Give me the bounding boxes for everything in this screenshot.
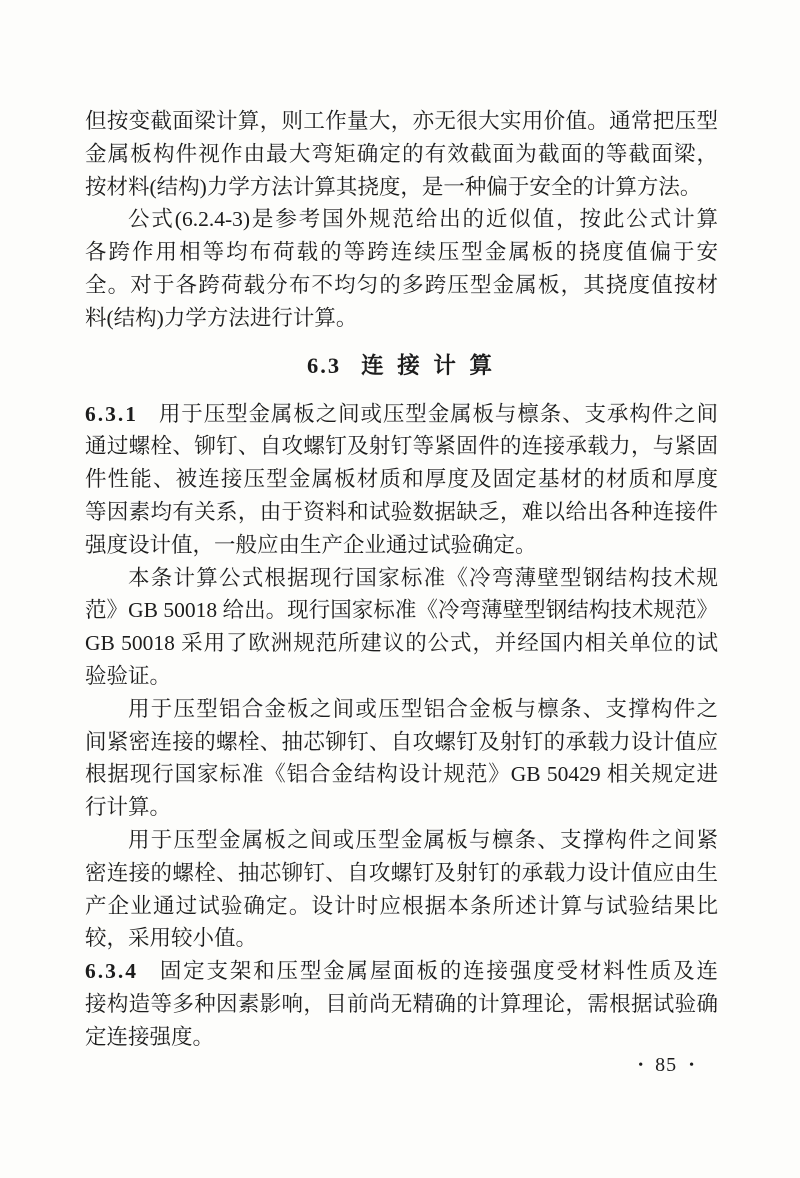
text-line: 料(结构)力学方法进行计算。 <box>85 305 358 330</box>
page-number-value: 85 <box>655 1054 678 1076</box>
text-line: 验验证。 <box>85 663 172 688</box>
page-number-right-dot: • <box>689 1058 694 1073</box>
paragraph-formula-6243 <box>85 203 718 334</box>
text-line: 密连接的螺栓、抽芯铆钉、自攻螺钉及射钉的承载力设计值应由生 <box>85 860 718 885</box>
text-line: 等因素均有关系，由于资料和试验数据缺乏，难以给出各种连接件 <box>85 499 718 524</box>
text-line: GB 50018 采用了欧洲规范所建议的公式，并经国内相关单位的试 <box>85 631 718 656</box>
text-line: 各跨作用相等均布荷载的等跨连续压型金属板的挠度值偏于安 <box>85 240 718 265</box>
text-line: 接构造等多种因素影响，目前尚无精确的计算理论，需根据试验确 <box>85 991 718 1016</box>
section-heading <box>85 349 718 383</box>
page-body-text <box>85 105 718 1054</box>
clause-number: 6.3.1 <box>85 401 138 426</box>
clause-first-line <box>85 955 718 988</box>
paragraph-fastener-test <box>85 824 718 955</box>
clause-6-3-1 <box>85 398 718 562</box>
text-line: 按材料(结构)力学方法计算其挠度，是一种偏于安全的计算方法。 <box>85 174 702 199</box>
clause-text: 用于压型金属板之间或压型金属板与檩条、支承构件之间 <box>158 401 718 426</box>
text-line: 行计算。 <box>85 795 172 820</box>
text-line: 本条计算公式根据现行国家标准《冷弯薄壁型钢结构技术规 <box>128 565 718 590</box>
text-line: 范》GB 50018 给出。现行国家标准《冷弯薄壁型钢结构技术规范》 <box>85 598 718 623</box>
clause-text: 固定支架和压型金属屋面板的连接强度受材料性质及连 <box>158 959 718 984</box>
clause-number: 6.3.4 <box>85 959 138 984</box>
text-line: 定连接强度。 <box>85 1024 215 1049</box>
text-line: 较，采用较小值。 <box>85 926 258 951</box>
clause-first-line <box>85 398 718 431</box>
page-number <box>638 1052 694 1079</box>
section-heading-number: 6.3 <box>306 352 342 378</box>
paragraph-gb50018 <box>85 562 718 693</box>
clause-6-3-4 <box>85 955 718 1053</box>
text-line: 全。对于各跨荷载分布不均匀的多跨压型金属板，其挠度值按材 <box>85 272 718 297</box>
paragraph-deflection-continuation <box>85 105 718 203</box>
text-line: 但按变截面梁计算，则工作量大，亦无很大实用价值。通常把压型 <box>85 109 718 133</box>
text-line: 强度设计值，一般应由生产企业通过试验确定。 <box>85 532 537 557</box>
text-line: 根据现行国家标准《铝合金结构设计规范》GB 50429 相关规定进 <box>85 762 718 787</box>
text-line: 产企业通过试验确定。设计时应根据本条所述计算与试验结果比 <box>85 893 718 918</box>
page-number-left-dot: • <box>638 1058 644 1073</box>
text-line: 通过螺栓、铆钉、自攻螺钉及射钉等紧固件的连接承载力，与紧固 <box>85 434 718 459</box>
text-line: 公式(6.2.4-3)是参考国外规范给出的近似值，按此公式计算 <box>128 207 718 232</box>
text-line: 用于压型金属板之间或压型金属板与檩条、支撑构件之间紧 <box>128 827 718 852</box>
text-line: 用于压型铝合金板之间或压型铝合金板与檩条、支撑构件之 <box>128 696 718 721</box>
text-line: 金属板构件视作由最大弯矩确定的有效截面为截面的等截面梁， <box>85 141 718 166</box>
section-heading-title: 连 接 计 算 <box>361 352 496 378</box>
paragraph-aluminium-panels <box>85 693 718 824</box>
text-line: 件性能、被连接压型金属板材质和厚度及固定基材的材质和厚度 <box>85 467 718 492</box>
text-line: 间紧密连接的螺栓、抽芯铆钉、自攻螺钉及射钉的承载力设计值应 <box>85 729 718 754</box>
